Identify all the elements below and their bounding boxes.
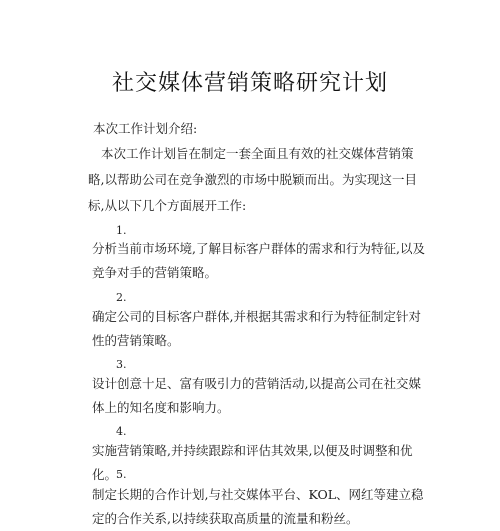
item-text-2: 确定公司的目标客户群体,并根据其需求和行为特征制定针对性的营销策略。	[92, 309, 421, 348]
item-number-2: 2.	[116, 291, 127, 304]
item-number-5: 5.	[116, 468, 127, 481]
intro-paragraph: 本次工作计划旨在制定一套全面且有效的社交媒体营销策略,以帮助公司在竞争激烈的市场中脱颖而出。为实现这一目标,从以下几个方面展开工作:	[88, 146, 417, 213]
item-number-3: 3.	[116, 358, 127, 371]
item-text-4: 实施营销策略,并持续跟踪和评估其效果,以便及时调整和优化。	[92, 443, 413, 482]
item-text-5: 制定长期的合作计划,与社交媒体平台、KOL、网红等建立稳定的合作关系,以持续获取高质量的流量和粉丝。	[92, 487, 424, 526]
document-title: 社交媒体营销策略研究计划	[111, 71, 388, 96]
item-text-1: 分析当前市场环境,了解目标客户群体的需求和行为特征,以及竞争对手的营销策略。	[92, 241, 425, 280]
item-number-1: 1.	[116, 224, 127, 237]
intro-label: 本次工作计划介绍:	[93, 121, 198, 136]
item-text-3: 设计创意十足、富有吸引力的营销活动,以提高公司在社交媒体上的知名度和影响力。	[92, 376, 421, 415]
item-number-4: 4.	[116, 425, 127, 438]
